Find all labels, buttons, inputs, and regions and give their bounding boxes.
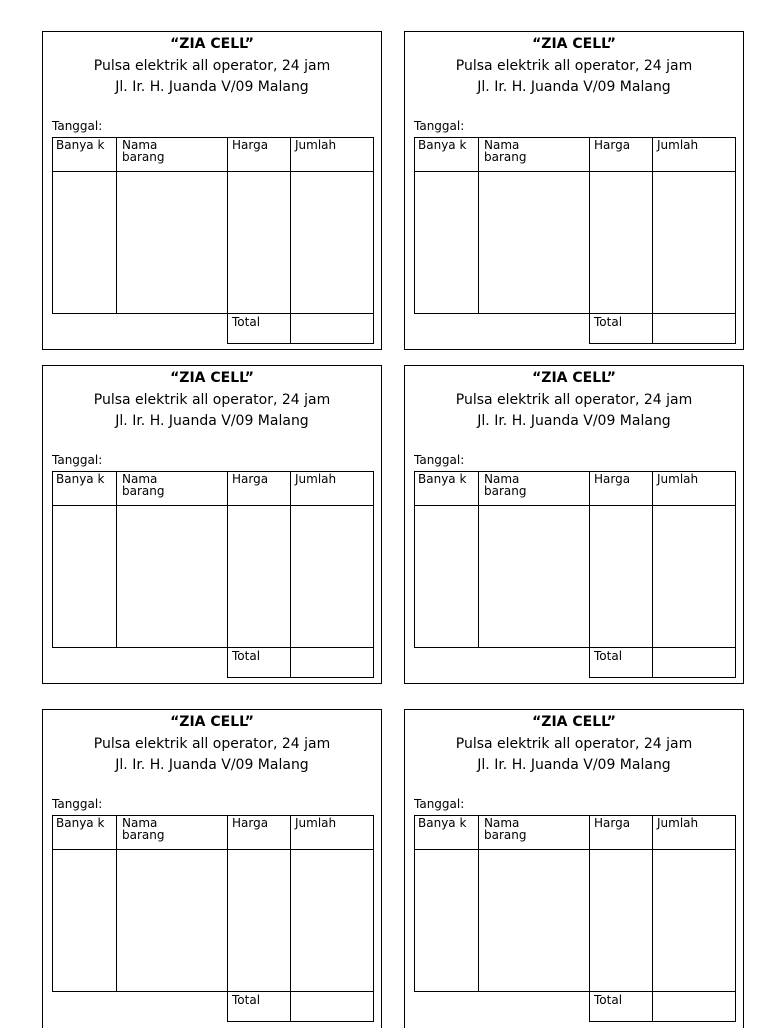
table-left-border xyxy=(414,471,415,648)
shop-address: Jl. Ir. H. Juanda V/09 Malang xyxy=(115,413,309,429)
table-body-bottom-border xyxy=(414,991,736,992)
table-left-border xyxy=(52,137,53,314)
column-header-price: Harga xyxy=(232,138,269,152)
table-body-bottom-border xyxy=(414,647,736,648)
shop-tagline: Pulsa elektrik all operator, 24 jam xyxy=(455,736,693,752)
table-body-bottom-border xyxy=(52,647,374,648)
shop-address: Jl. Ir. H. Juanda V/09 Malang xyxy=(115,79,309,95)
column-header-item: Nama barang xyxy=(484,472,527,498)
table-right-border xyxy=(735,815,736,1022)
column-divider-qty xyxy=(116,815,117,992)
table-right-border xyxy=(373,815,374,1022)
table-header-divider xyxy=(414,171,736,172)
column-divider-price xyxy=(290,815,291,1022)
date-label: Tanggal: xyxy=(414,119,465,133)
column-header-qty: Banya k xyxy=(56,138,105,152)
column-header-price: Harga xyxy=(594,816,631,830)
table-body-bottom-border xyxy=(414,313,736,314)
column-header-item: Nama barang xyxy=(122,138,165,164)
column-header-qty: Banya k xyxy=(418,138,467,152)
shop-name: “ZIA CELL” xyxy=(170,370,254,386)
column-header-price: Harga xyxy=(594,472,631,486)
shop-address: Jl. Ir. H. Juanda V/09 Malang xyxy=(477,413,671,429)
column-divider-price xyxy=(652,137,653,344)
table-left-border xyxy=(414,137,415,314)
column-header-item: Nama barang xyxy=(484,138,527,164)
table-left-border xyxy=(52,815,53,992)
date-label: Tanggal: xyxy=(414,453,465,467)
shop-tagline: Pulsa elektrik all operator, 24 jam xyxy=(93,392,331,408)
column-header-price: Harga xyxy=(594,138,631,152)
column-divider-item xyxy=(589,137,590,344)
total-label: Total xyxy=(232,993,261,1007)
table-right-border xyxy=(735,137,736,344)
shop-name: “ZIA CELL” xyxy=(170,36,254,52)
table-header-divider xyxy=(414,849,736,850)
table-body-bottom-border xyxy=(52,991,374,992)
shop-address: Jl. Ir. H. Juanda V/09 Malang xyxy=(115,757,309,773)
column-divider-price xyxy=(290,137,291,344)
shop-tagline: Pulsa elektrik all operator, 24 jam xyxy=(93,58,331,74)
table-header-divider xyxy=(414,505,736,506)
date-label: Tanggal: xyxy=(414,797,465,811)
shop-name: “ZIA CELL” xyxy=(532,714,616,730)
column-divider-item xyxy=(589,471,590,678)
shop-name: “ZIA CELL” xyxy=(170,714,254,730)
column-header-amount: Jumlah xyxy=(295,138,337,152)
shop-tagline: Pulsa elektrik all operator, 24 jam xyxy=(455,392,693,408)
shop-address: Jl. Ir. H. Juanda V/09 Malang xyxy=(477,79,671,95)
date-label: Tanggal: xyxy=(52,453,103,467)
total-label: Total xyxy=(594,649,623,663)
total-label: Total xyxy=(232,649,261,663)
column-header-amount: Jumlah xyxy=(657,472,699,486)
column-divider-qty xyxy=(116,471,117,648)
column-divider-price xyxy=(652,815,653,1022)
column-header-amount: Jumlah xyxy=(657,138,699,152)
table-header-divider xyxy=(52,505,374,506)
column-divider-item xyxy=(227,815,228,1022)
table-left-border xyxy=(52,471,53,648)
column-header-amount: Jumlah xyxy=(295,472,337,486)
table-right-border xyxy=(373,471,374,678)
column-divider-item xyxy=(227,471,228,678)
table-body-bottom-border xyxy=(52,313,374,314)
column-divider-item xyxy=(227,137,228,344)
column-header-item: Nama barang xyxy=(484,816,527,842)
column-divider-item xyxy=(589,815,590,1022)
table-left-border xyxy=(414,815,415,992)
table-right-border xyxy=(373,137,374,344)
shop-name: “ZIA CELL” xyxy=(532,36,616,52)
table-right-border xyxy=(735,471,736,678)
column-header-qty: Banya k xyxy=(56,816,105,830)
total-row-bottom-border xyxy=(589,677,736,678)
total-label: Total xyxy=(594,315,623,329)
total-label: Total xyxy=(232,315,261,329)
total-row-bottom-border xyxy=(227,1021,374,1022)
column-header-price: Harga xyxy=(232,816,269,830)
total-row-bottom-border xyxy=(227,677,374,678)
column-divider-price xyxy=(290,471,291,678)
column-header-qty: Banya k xyxy=(56,472,105,486)
total-row-bottom-border xyxy=(589,343,736,344)
column-header-qty: Banya k xyxy=(418,472,467,486)
shop-tagline: Pulsa elektrik all operator, 24 jam xyxy=(455,58,693,74)
shop-address: Jl. Ir. H. Juanda V/09 Malang xyxy=(477,757,671,773)
column-divider-qty xyxy=(116,137,117,314)
column-header-price: Harga xyxy=(232,472,269,486)
column-header-item: Nama barang xyxy=(122,816,165,842)
column-divider-qty xyxy=(478,815,479,992)
column-header-amount: Jumlah xyxy=(657,816,699,830)
column-header-item: Nama barang xyxy=(122,472,165,498)
column-divider-price xyxy=(652,471,653,678)
column-header-qty: Banya k xyxy=(418,816,467,830)
total-label: Total xyxy=(594,993,623,1007)
date-label: Tanggal: xyxy=(52,119,103,133)
shop-tagline: Pulsa elektrik all operator, 24 jam xyxy=(93,736,331,752)
column-header-amount: Jumlah xyxy=(295,816,337,830)
column-divider-qty xyxy=(478,137,479,314)
column-divider-qty xyxy=(478,471,479,648)
table-header-divider xyxy=(52,849,374,850)
total-row-bottom-border xyxy=(589,1021,736,1022)
table-header-divider xyxy=(52,171,374,172)
shop-name: “ZIA CELL” xyxy=(532,370,616,386)
total-row-bottom-border xyxy=(227,343,374,344)
date-label: Tanggal: xyxy=(52,797,103,811)
